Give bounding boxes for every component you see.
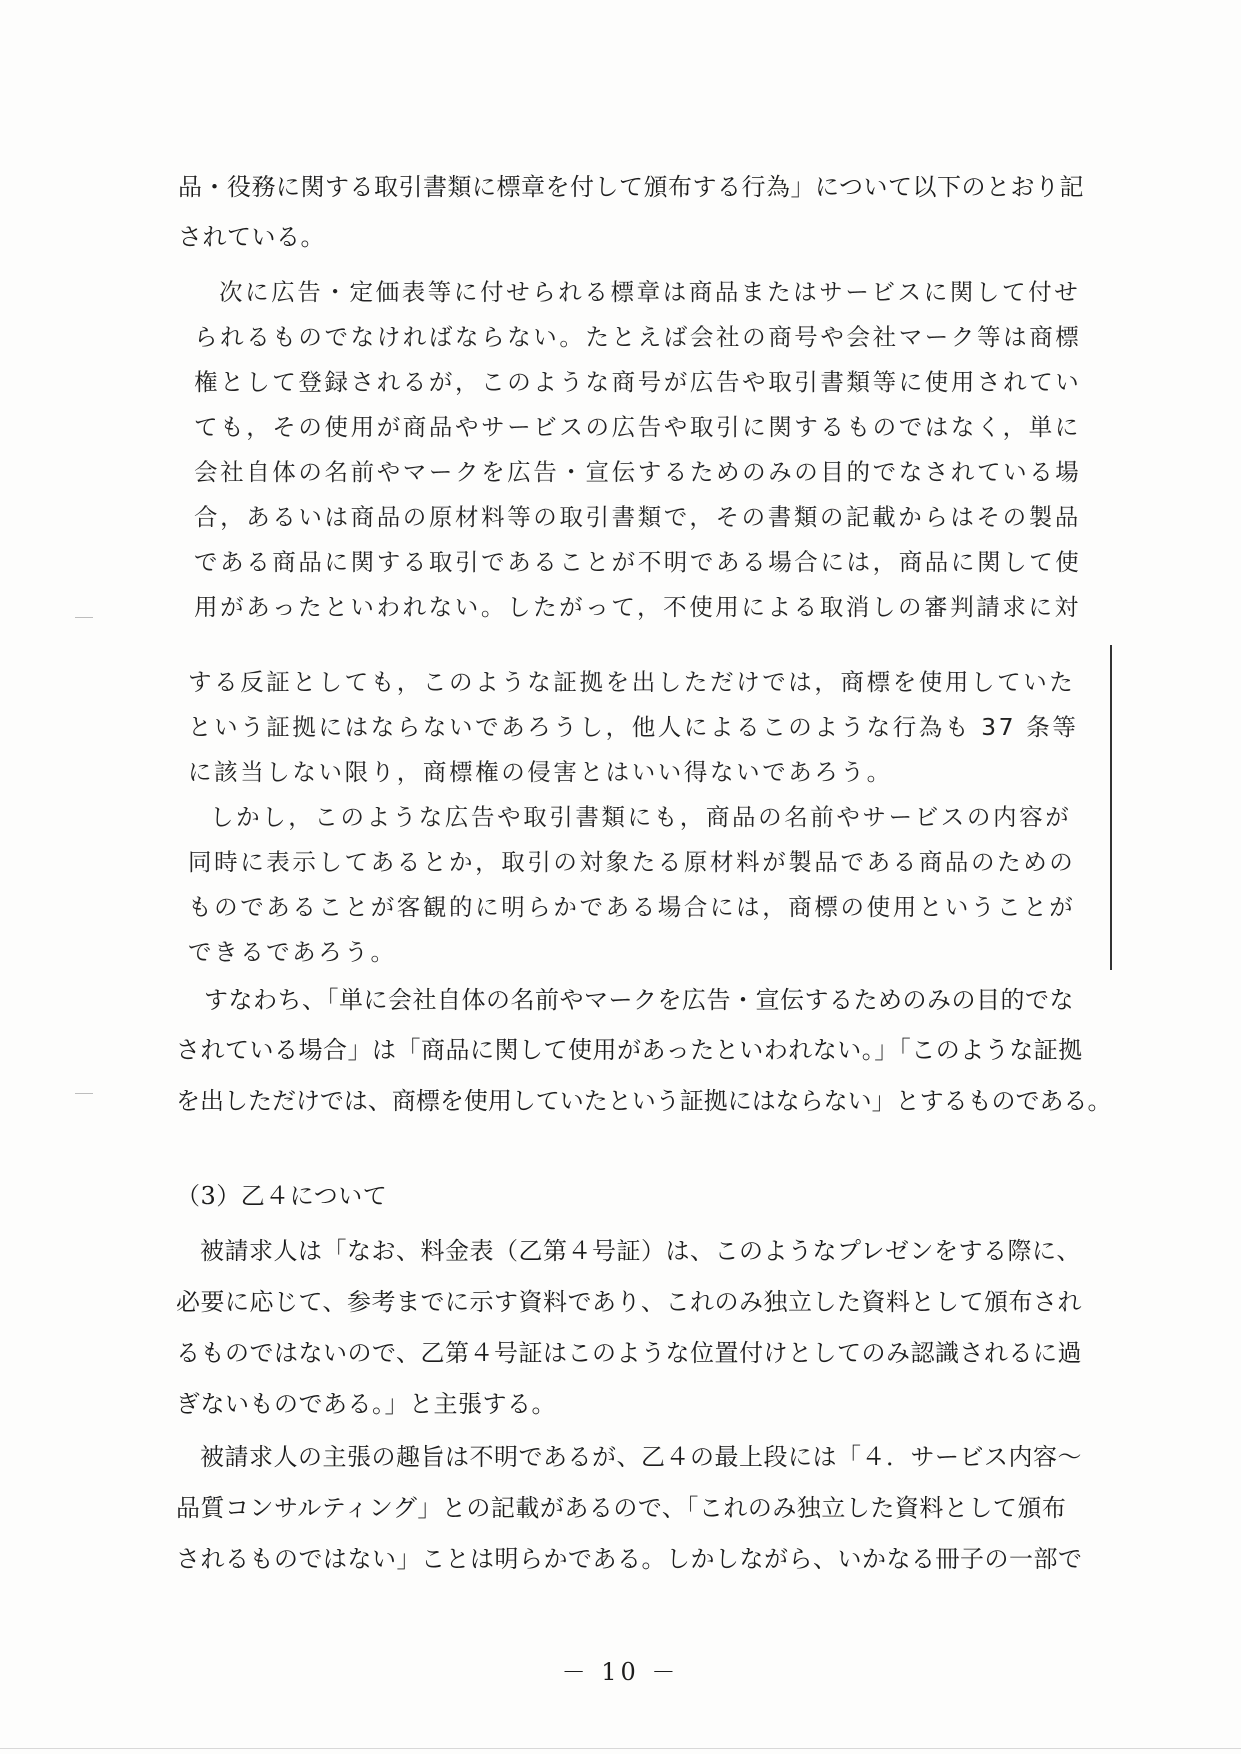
quote-1-line-8: 用があったといわれない。したがって，不使用による取消しの審判請求に対 <box>194 593 1081 621</box>
paragraph-respondent-line-1: 被請求人は「なお、料金表（乙第４号証）は、このようなプレゼンをする際に、 <box>200 1237 1082 1265</box>
paragraph-summary-line-2: されている場合」は「商品に関して使用があったといわれない。」「このような証拠 <box>176 1036 1083 1064</box>
paragraph-respondent-line-2: 必要に応じて、参考までに示す資料であり、これのみ独立した資料として頒布され <box>176 1288 1083 1316</box>
scan-bottom-edge <box>0 1748 1241 1749</box>
paragraph-rebuttal-line-3: されるものではない」ことは明らかである。しかしながら、いかなる冊子の一部で <box>176 1545 1083 1573</box>
quote-margin-bar <box>1110 645 1112 970</box>
scan-mark <box>75 617 93 618</box>
quote-2-line-6: ものであることが客観的に明らかである場合には，商標の使用ということが <box>188 893 1076 921</box>
paragraph-top-line-1: 品・役務に関する取引書類に標章を付して頒布する行為」について以下のとおり記 <box>178 173 1085 201</box>
quote-2-line-5: 同時に表示してあるとか，取引の対象たる原材料が製品である商品のための <box>188 848 1076 876</box>
quote-1-line-4: ても，その使用が商品やサービスの広告や取引に関するものではなく，単に <box>194 413 1081 441</box>
paragraph-top-line-2: されている。 <box>178 223 325 251</box>
paragraph-summary-line-3: を出しただけでは、商標を使用していたという証拠にはならない」とするものである。 <box>176 1087 1112 1115</box>
quote-2-line-4: しかし，このような広告や取引書類にも，商品の名前やサービスの内容が <box>210 803 1072 831</box>
paragraph-summary-line-1: すなわち、「単に会社自体の名前やマークを広告・宣伝するためのみの目的でな <box>204 986 1074 1014</box>
quote-1-line-6: 合，あるいは商品の原材料等の取引書類で，その書類の記載からはその製品 <box>194 503 1081 531</box>
paragraph-rebuttal-line-2: 品質コンサルティング」との記載があるので、「これのみ独立した資料として頒布 <box>176 1494 1067 1522</box>
quote-2-line-3: に該当しない限り，商標権の侵害とはいい得ないであろう。 <box>188 758 893 786</box>
quote-1-line-7: である商品に関する取引であることが不明である場合には，商品に関して使 <box>194 548 1082 576</box>
page-number: － 10 － <box>561 1658 680 1686</box>
quote-2-line-7: できるであろう。 <box>188 938 397 966</box>
paragraph-respondent-line-3: るものではないので、乙第４号証はこのような位置付けとしてのみ認識されるに過 <box>176 1339 1083 1367</box>
quote-2-line-1: する反証としても，このような証拠を出しただけでは，商標を使用していた <box>188 668 1076 696</box>
quote-1-line-5: 会社自体の名前やマークを広告・宣伝するためのみの目的でなされている場 <box>194 458 1082 486</box>
section-heading: （3）乙４について <box>176 1182 388 1210</box>
scan-mark <box>75 1093 93 1094</box>
quote-1-line-3: 権として登録されるが，このような商号が広告や取引書類等に使用されてい <box>194 368 1082 396</box>
paragraph-rebuttal-line-1: 被請求人の主張の趣旨は不明であるが、乙４の最上段には「４．サービス内容～ <box>200 1443 1082 1471</box>
quote-1-line-1: 次に広告・定価表等に付せられる標章は商品またはサービスに関して付せ <box>219 278 1081 306</box>
quote-2-line-2: という証拠にはならないであろうし，他人によるこのような行為も 37 条等 <box>188 713 1079 741</box>
quote-1-line-2: られるものでなければならない。たとえば会社の商号や会社マーク等は商標 <box>194 323 1082 351</box>
paragraph-respondent-line-4: ぎないものである。」と主張する。 <box>176 1390 556 1418</box>
